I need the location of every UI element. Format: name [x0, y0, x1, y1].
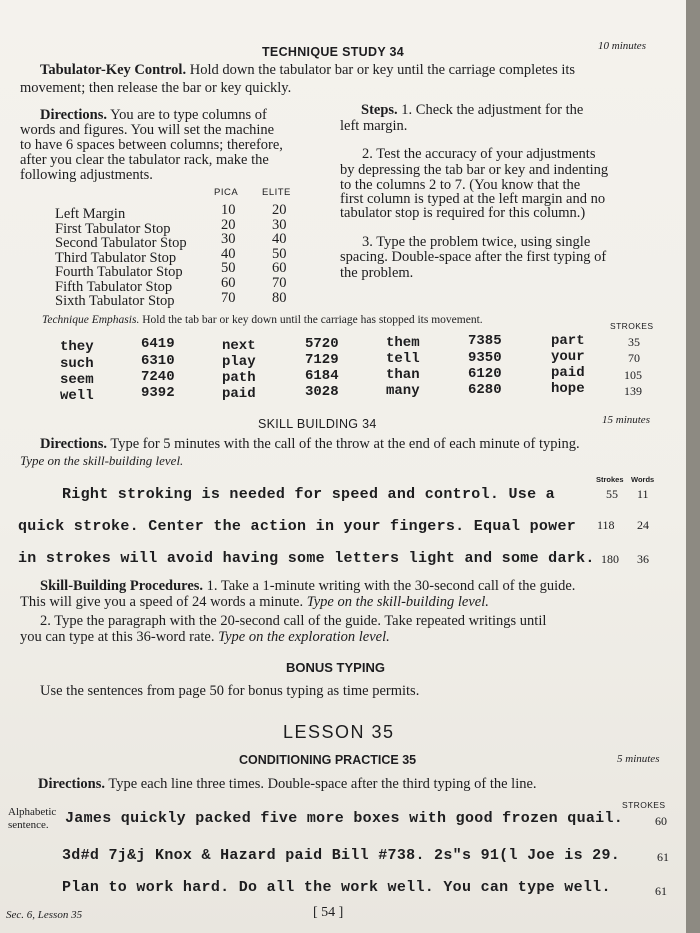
- conditioning-practice-title: CONDITIONING PRACTICE 35: [239, 753, 417, 767]
- steps-line-6: tabulator stop is required for this column.): [340, 205, 586, 221]
- table-row-label: First Tabulator Stop: [55, 221, 171, 237]
- steps-label: Steps.: [361, 102, 398, 118]
- table-row-pica: 70: [221, 290, 236, 306]
- skill-line: Right stroking is needed for speed and control. Use a: [62, 486, 555, 503]
- technique-emphasis-label: Technique Emphasis.: [42, 314, 140, 326]
- table-row-label: Second Tabulator Stop: [55, 235, 187, 251]
- skill-line-strokes: 118: [597, 518, 615, 532]
- steps-line-1: left margin.: [340, 118, 408, 134]
- steps-line-0: [361, 102, 583, 119]
- conditioning-line-strokes: 60: [655, 814, 667, 828]
- table-row-label: Left Margin: [55, 206, 126, 222]
- bonus-typing-text: Use the sentences from page 50 for bonus typing as time permits.: [40, 683, 420, 699]
- table-row-label: Sixth Tabulator Stop: [55, 293, 175, 309]
- directions-line-4: following adjustments.: [20, 167, 153, 183]
- lesson-directions-label: Directions.: [38, 776, 105, 792]
- drill-cell: 6184: [305, 368, 339, 384]
- conditioning-line: Plan to work hard. Do all the work well. You can type well.: [62, 879, 611, 896]
- drill-cell: 7240: [141, 369, 175, 385]
- steps-text-0: 1. Check the adjustment for the: [397, 102, 584, 118]
- table-row-pica: 50: [221, 260, 236, 276]
- procedures-text2-italic: Type on the skill-building level.: [306, 594, 489, 610]
- drill-cell: 6419: [141, 336, 175, 352]
- directions-line-1: words and figures. You will set the machine: [20, 122, 275, 138]
- skill-line-words: 11: [637, 487, 649, 501]
- table-row-elite: 40: [272, 231, 287, 247]
- table-row-elite: 30: [272, 217, 287, 233]
- tabulator-intro-line1: [40, 62, 575, 79]
- drill-cell: paid: [222, 386, 256, 402]
- procedures-line2: [20, 594, 489, 611]
- tabulator-intro-text: Hold down the tabulator bar or key until the carriage completes its: [186, 62, 576, 78]
- skill-line-strokes: 180: [601, 552, 619, 566]
- technique-study-time: 10 minutes: [598, 40, 646, 52]
- col-header-strokes: Strokes: [596, 475, 624, 484]
- alphabetic-label-2: sentence.: [8, 819, 49, 831]
- drill-cell: your: [551, 349, 585, 365]
- table-row-label: Fifth Tabulator Stop: [55, 279, 173, 295]
- skill-line: in strokes will avoid having some letters light and some dark.: [18, 550, 595, 567]
- procedures-text4: you can type at this 36-word rate.: [20, 629, 219, 645]
- table-header-pica: PICA: [214, 187, 239, 198]
- skill-line-words: 36: [637, 552, 649, 566]
- drill-strokes: 105: [624, 368, 642, 382]
- conditioning-line: James quickly packed five more boxes with good frozen quail.: [65, 810, 624, 827]
- drill-cell: such: [60, 356, 94, 372]
- drill-cell: path: [222, 370, 256, 386]
- drill-cell: next: [222, 338, 256, 354]
- table-row-elite: 50: [272, 246, 287, 262]
- alphabetic-label-1: Alphabetic: [8, 806, 57, 818]
- steps-line-2: 2. Test the accuracy of your adjustments: [362, 146, 596, 162]
- drill-cell: 7129: [305, 352, 339, 368]
- skill-directions-line2: Type on the skill-building level.: [20, 453, 184, 468]
- technique-study-title: TECHNIQUE STUDY 34: [262, 45, 405, 59]
- drill-cell: many: [386, 383, 420, 399]
- directions-text-0: You are to type columns of: [107, 107, 267, 123]
- procedures-line3: 2. Type the paragraph with the 20-second call of the guide. Take repeated writings until: [40, 613, 547, 629]
- tabulator-intro-bold: Tabulator-Key Control.: [40, 62, 187, 78]
- lesson-title: LESSON 35: [283, 722, 395, 742]
- drill-cell: 9350: [468, 350, 502, 366]
- procedures-text2: This will give you a speed of 24 words a minute.: [20, 594, 307, 610]
- drill-cell: 3028: [305, 384, 339, 400]
- skill-line-strokes: 55: [606, 487, 618, 501]
- conditioning-time: 5 minutes: [617, 753, 660, 765]
- table-row-pica: 30: [221, 231, 236, 247]
- drill-cell: 5720: [305, 336, 339, 352]
- drill-cell: play: [222, 354, 256, 370]
- table-row-pica: 40: [221, 246, 236, 262]
- table-row-elite: 60: [272, 260, 287, 276]
- table-row-pica: 60: [221, 275, 236, 291]
- drill-cell: 7385: [468, 333, 502, 349]
- table-row-elite: 80: [272, 290, 287, 306]
- lesson-strokes-header: STROKES: [622, 800, 666, 810]
- lesson-directions-text: Type each line three times. Double-space after the third typing of the line.: [105, 776, 537, 792]
- footer-section: Sec. 6, Lesson 35: [6, 909, 83, 921]
- tabulator-intro-line2: movement; then release the bar or key quickly.: [20, 80, 292, 96]
- skill-directions-text: Type for 5 minutes with the call of the throw at the end of each minute of typing.: [107, 436, 580, 452]
- bonus-typing-title: BONUS TYPING: [286, 660, 385, 675]
- drill-cell: 9392: [141, 385, 175, 401]
- drill-cell: paid: [551, 365, 585, 381]
- skill-directions-label: Directions.: [40, 436, 107, 452]
- procedures-line1: [40, 578, 575, 595]
- drill-strokes-header: STROKES: [610, 321, 654, 331]
- drill-cell: tell: [386, 351, 420, 367]
- skill-line-words: 24: [637, 518, 649, 532]
- procedures-text4-italic: Type on the exploration level.: [218, 629, 390, 645]
- drill-strokes: 139: [624, 384, 642, 398]
- drill-cell: part: [551, 333, 585, 349]
- drill-cell: hope: [551, 381, 585, 397]
- steps-line-3: by depressing the tab bar or key and indenting: [340, 162, 609, 178]
- table-row-pica: 10: [221, 202, 236, 218]
- technique-emphasis-text: Hold the tab bar or key down until the carriage has stopped its movement.: [139, 314, 483, 326]
- drill-cell: 6280: [468, 382, 502, 398]
- procedures-line4: [20, 629, 390, 646]
- drill-cell: them: [386, 335, 420, 351]
- procedures-label: Skill-Building Procedures.: [40, 578, 204, 594]
- steps-line-4: to the columns 2 to 7. (You know that the: [340, 177, 581, 193]
- technique-emphasis: [42, 314, 483, 326]
- drill-strokes: 70: [628, 351, 640, 365]
- lesson-directions: [38, 776, 537, 793]
- directions-line-3: after you clear the tabulator rack, make the: [20, 152, 269, 168]
- table-row-label: Fourth Tabulator Stop: [55, 264, 183, 280]
- conditioning-line-strokes: 61: [657, 850, 669, 864]
- table-row-pica: 20: [221, 217, 236, 233]
- drill-cell: 6310: [141, 353, 175, 369]
- directions-line-2: to have 6 spaces between columns; therefore,: [20, 137, 283, 153]
- conditioning-line: 3d#d 7j&j Knox & Hazard paid Bill #738. 2s"s 91(l Joe is 29.: [62, 847, 621, 864]
- skill-building-time: 15 minutes: [602, 414, 650, 426]
- steps-line-9: the problem.: [340, 265, 414, 281]
- skill-directions-line1: [40, 436, 580, 453]
- col-header-words: Words: [631, 475, 655, 484]
- table-row-elite: 70: [272, 275, 287, 291]
- drill-cell: than: [386, 367, 420, 383]
- drill-cell: 6120: [468, 366, 502, 382]
- directions-label: Directions.: [40, 107, 107, 123]
- drill-cell: well: [60, 388, 94, 404]
- drill-strokes: 35: [628, 335, 640, 349]
- conditioning-line-strokes: 61: [655, 884, 667, 898]
- procedures-text1: 1. Take a 1-minute writing with the 30-second call of the guide.: [203, 578, 576, 594]
- skill-building-title: SKILL BUILDING 34: [258, 417, 377, 431]
- table-row-elite: 20: [272, 202, 287, 218]
- steps-line-5: first column is typed at the left margin and no: [340, 191, 606, 207]
- table-header-elite: ELITE: [262, 187, 291, 198]
- steps-line-7: 3. Type the problem twice, using single: [362, 234, 591, 250]
- steps-line-8: spacing. Double-space after the first typing of: [340, 249, 607, 265]
- page-number: [ 54 ]: [313, 905, 344, 920]
- drill-cell: seem: [60, 372, 94, 388]
- skill-line: quick stroke. Center the action in your fingers. Equal power: [18, 518, 577, 535]
- drill-cell: they: [60, 339, 94, 355]
- table-row-label: Third Tabulator Stop: [55, 250, 177, 266]
